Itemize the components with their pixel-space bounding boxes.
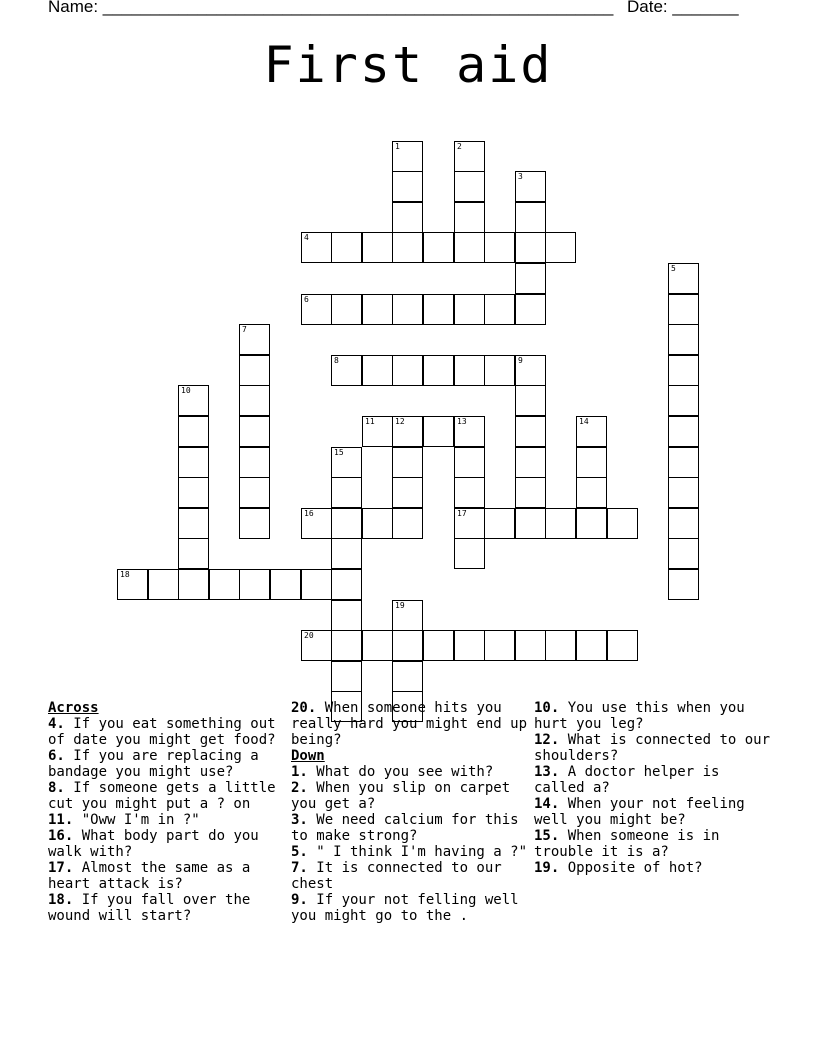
crossword-cell[interactable] <box>454 355 485 386</box>
crossword-cell[interactable] <box>423 630 454 661</box>
crossword-cell[interactable] <box>668 263 699 294</box>
crossword-cell[interactable] <box>331 600 362 631</box>
clue-item <box>48 828 284 860</box>
crossword-cell[interactable] <box>454 508 485 539</box>
crossword-cell[interactable] <box>576 508 607 539</box>
clue-number: 1 <box>395 142 400 151</box>
clue-item <box>291 812 527 844</box>
crossword-cell[interactable] <box>239 324 270 355</box>
crossword-cell[interactable] <box>239 447 270 478</box>
crossword-cell[interactable] <box>239 355 270 386</box>
crossword-cell[interactable] <box>178 569 209 600</box>
crossword-cell[interactable] <box>668 385 699 416</box>
clue-number: 12 <box>395 417 405 426</box>
clue-item <box>48 748 284 780</box>
clue-item-number: 10. <box>534 700 560 716</box>
crossword-cell[interactable] <box>301 294 332 325</box>
crossword-cell[interactable] <box>454 171 485 202</box>
crossword-cell[interactable] <box>576 477 607 508</box>
clue-number: 10 <box>181 386 191 395</box>
clue-number: 14 <box>579 417 589 426</box>
crossword-cell[interactable] <box>607 630 638 661</box>
crossword-cell[interactable] <box>515 416 546 447</box>
clue-number: 11 <box>365 417 375 426</box>
clue-item-number: 16. <box>48 828 74 844</box>
clue-item <box>534 828 774 860</box>
clue-number: 13 <box>457 417 467 426</box>
crossword-cell[interactable] <box>178 538 209 569</box>
crossword-cell[interactable] <box>454 232 485 263</box>
clue-item-number: 9. <box>291 892 308 908</box>
clue-number: 16 <box>304 509 314 518</box>
clue-number: 8 <box>334 356 339 365</box>
crossword-cell[interactable] <box>178 477 209 508</box>
crossword-cell[interactable] <box>454 202 485 233</box>
clue-item-text: "Oww I'm in ?" <box>73 812 200 828</box>
crossword-cell[interactable] <box>576 447 607 478</box>
crossword-cell[interactable] <box>392 477 423 508</box>
crossword-cell[interactable] <box>117 569 148 600</box>
clue-item-number: 19. <box>534 860 560 876</box>
clue-item-text: When someone is in trouble it is a? <box>534 828 720 860</box>
clue-item <box>48 860 284 892</box>
page-title: First aid <box>263 36 553 94</box>
crossword-cell[interactable] <box>331 508 362 539</box>
clue-item <box>534 860 774 876</box>
clue-item-text: If someone gets a little cut you might put a ? on <box>48 780 276 812</box>
crossword-cell[interactable] <box>392 661 423 692</box>
crossword-cell[interactable] <box>178 416 209 447</box>
crossword-cell[interactable] <box>392 202 423 233</box>
clues-column-3 <box>534 700 774 876</box>
crossword-cell[interactable] <box>362 630 393 661</box>
crossword-cell[interactable] <box>545 232 576 263</box>
clue-number: 7 <box>242 325 247 334</box>
clue-number: 9 <box>518 356 523 365</box>
clue-item <box>48 812 284 828</box>
crossword-cell[interactable] <box>454 538 485 569</box>
crossword-cell[interactable] <box>362 416 393 447</box>
clue-number: 5 <box>671 264 676 273</box>
clue-item <box>291 700 527 748</box>
crossword-cell[interactable] <box>392 600 423 631</box>
crossword-cell[interactable] <box>392 232 423 263</box>
crossword-cell[interactable] <box>301 630 332 661</box>
crossword-cell[interactable] <box>515 630 546 661</box>
crossword-cell[interactable] <box>331 538 362 569</box>
crossword-cell[interactable] <box>515 294 546 325</box>
crossword-cell[interactable] <box>331 630 362 661</box>
crossword-cell[interactable] <box>392 355 423 386</box>
clue-item <box>291 844 527 860</box>
clue-number: 4 <box>304 233 309 242</box>
crossword-cell[interactable] <box>668 355 699 386</box>
clue-item-text: If you fall over the wound will start? <box>48 892 251 924</box>
crossword-cell[interactable] <box>668 294 699 325</box>
clue-item-number: 6. <box>48 748 65 764</box>
crossword-cell[interactable] <box>362 355 393 386</box>
clue-item-text: " I think I'm having a ?" <box>307 844 528 860</box>
clue-item <box>48 780 284 812</box>
crossword-cell[interactable] <box>515 385 546 416</box>
crossword-cell[interactable] <box>515 355 546 386</box>
clue-item-number: 15. <box>534 828 560 844</box>
crossword-cell[interactable] <box>392 171 423 202</box>
clue-item-number: 5. <box>291 844 308 860</box>
clue-item <box>534 764 774 796</box>
crossword-cell[interactable] <box>576 630 607 661</box>
clue-section-heading: Down <box>291 748 325 764</box>
clue-item-text: You use this when you hurt you leg? <box>534 700 745 732</box>
crossword-cell[interactable] <box>331 477 362 508</box>
clue-item-number: 7. <box>291 860 308 876</box>
crossword-cell[interactable] <box>423 416 454 447</box>
clue-item-text: Opposite of hot? <box>559 860 703 876</box>
date-field-label: Date: _______ <box>627 0 739 16</box>
clue-item-number: 11. <box>48 812 74 828</box>
clue-item-number: 4. <box>48 716 65 732</box>
clue-item-number: 1. <box>291 764 308 780</box>
crossword-cell[interactable] <box>178 508 209 539</box>
clue-item <box>291 764 527 780</box>
crossword-cell[interactable] <box>515 171 546 202</box>
clue-item-number: 14. <box>534 796 560 812</box>
name-field-label: Name: ______________________________________________________ <box>48 0 614 16</box>
crossword-cell[interactable] <box>362 508 393 539</box>
clues-column-2 <box>291 700 527 924</box>
crossword-cell[interactable] <box>392 447 423 478</box>
clue-item-number: 18. <box>48 892 74 908</box>
clue-item <box>291 780 527 812</box>
clue-number: 6 <box>304 295 309 304</box>
crossword-cell[interactable] <box>668 477 699 508</box>
crossword-cell[interactable] <box>331 294 362 325</box>
crossword-cell[interactable] <box>668 447 699 478</box>
clue-item-number: 3. <box>291 812 308 828</box>
clue-number: 18 <box>120 570 130 579</box>
crossword-cell[interactable] <box>239 385 270 416</box>
crossword-cell[interactable] <box>301 569 332 600</box>
crossword-cell[interactable] <box>362 294 393 325</box>
crossword-cell[interactable] <box>423 355 454 386</box>
crossword-cell[interactable] <box>331 569 362 600</box>
clue-item-text: Almost the same as a heart attack is? <box>48 860 251 892</box>
crossword-cell[interactable] <box>576 416 607 447</box>
crossword-cell[interactable] <box>178 385 209 416</box>
clue-item <box>48 716 284 748</box>
crossword-cell[interactable] <box>668 416 699 447</box>
crossword-cell[interactable] <box>515 447 546 478</box>
crossword-cell[interactable] <box>484 294 515 325</box>
crossword-cell[interactable] <box>668 569 699 600</box>
crossword-cell[interactable] <box>668 508 699 539</box>
crossword-cell[interactable] <box>454 141 485 172</box>
crossword-cell[interactable] <box>607 508 638 539</box>
crossword-cell[interactable] <box>484 232 515 263</box>
clue-item-text: What body part do you walk with? <box>48 828 259 860</box>
crossword-cell[interactable] <box>454 477 485 508</box>
clue-item <box>48 892 284 924</box>
crossword-cell[interactable] <box>392 630 423 661</box>
clue-item <box>291 860 527 892</box>
clues-column-1 <box>48 700 284 924</box>
clue-number: 19 <box>395 601 405 610</box>
crossword-cell[interactable] <box>484 355 515 386</box>
clue-item <box>534 732 774 764</box>
crossword-cell[interactable] <box>301 232 332 263</box>
crossword-cell[interactable] <box>454 447 485 478</box>
crossword-cell[interactable] <box>392 294 423 325</box>
clue-item <box>291 892 527 924</box>
clue-number: 2 <box>457 142 462 151</box>
crossword-cell[interactable] <box>239 508 270 539</box>
clue-item <box>534 700 774 732</box>
clue-item-number: 13. <box>534 764 560 780</box>
crossword-cell[interactable] <box>484 630 515 661</box>
crossword-cell[interactable] <box>668 324 699 355</box>
crossword-cell[interactable] <box>545 508 576 539</box>
crossword-cell[interactable] <box>148 569 179 600</box>
crossword-cell[interactable] <box>270 569 301 600</box>
crossword-cell[interactable] <box>515 508 546 539</box>
crossword-cell[interactable] <box>392 141 423 172</box>
crossword-cell[interactable] <box>239 477 270 508</box>
crossword-cell[interactable] <box>392 508 423 539</box>
clue-item-text: When you slip on carpet you get a? <box>291 780 511 812</box>
crossword-cell[interactable] <box>515 477 546 508</box>
crossword-cell[interactable] <box>515 263 546 294</box>
crossword-cell[interactable] <box>331 232 362 263</box>
clue-item-number: 12. <box>534 732 560 748</box>
crossword-cell[interactable] <box>454 294 485 325</box>
crossword-cell[interactable] <box>545 630 576 661</box>
crossword-cell[interactable] <box>515 232 546 263</box>
clue-number: 3 <box>518 172 523 181</box>
crossword-cell[interactable] <box>209 569 240 600</box>
crossword-cell[interactable] <box>331 355 362 386</box>
clue-item-text: When someone hits you really hard you might end up being? <box>291 700 528 748</box>
clue-number: 20 <box>304 631 314 640</box>
clue-item-text: What do you see with? <box>307 764 494 780</box>
clue-item-number: 8. <box>48 780 65 796</box>
crossword-cell[interactable] <box>454 416 485 447</box>
clue-item-text: If you eat something out of date you might get food? <box>48 716 276 748</box>
crossword-cell[interactable] <box>362 232 393 263</box>
clue-item <box>534 796 774 828</box>
crossword-cell[interactable] <box>484 508 515 539</box>
clue-item-text: We need calcium for this to make strong? <box>291 812 519 844</box>
clue-item-number: 2. <box>291 780 308 796</box>
crossword-cell[interactable] <box>239 416 270 447</box>
clue-item-text: A doctor helper is called a? <box>534 764 720 796</box>
crossword-cell[interactable] <box>392 416 423 447</box>
clue-item-text: What is connected to our shoulders? <box>534 732 771 764</box>
crossword-cell[interactable] <box>331 661 362 692</box>
clue-item-text: If you are replacing a bandage you might use? <box>48 748 259 780</box>
clue-item-text: When your not feeling well you might be? <box>534 796 745 828</box>
clue-item-text: If your not felling well you might go to the . <box>291 892 519 924</box>
crossword-cell[interactable] <box>178 447 209 478</box>
crossword-cell[interactable] <box>515 202 546 233</box>
crossword-cell[interactable] <box>668 538 699 569</box>
clue-section-heading: Across <box>48 700 99 716</box>
clue-item-text: It is connected to our chest <box>291 860 502 892</box>
clue-item-number: 17. <box>48 860 74 876</box>
clue-item-number: 20. <box>291 700 317 716</box>
crossword-cell[interactable] <box>239 569 270 600</box>
crossword-cell[interactable] <box>301 508 332 539</box>
clue-number: 15 <box>334 448 344 457</box>
crossword-cell[interactable] <box>331 447 362 478</box>
crossword-cell[interactable] <box>423 232 454 263</box>
crossword-cell[interactable] <box>454 630 485 661</box>
clue-number: 17 <box>457 509 467 518</box>
crossword-cell[interactable] <box>423 294 454 325</box>
